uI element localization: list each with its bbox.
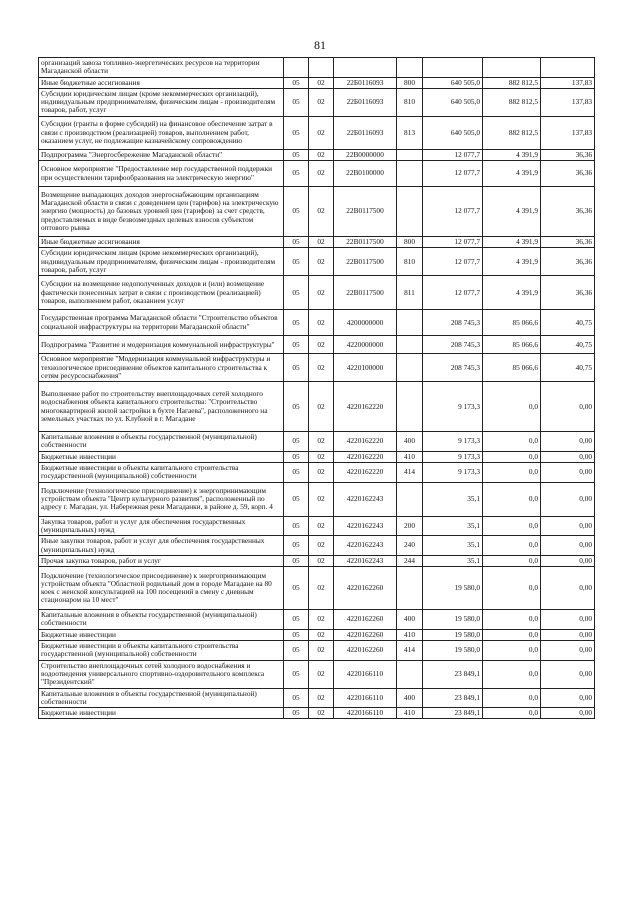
execution-percent: 0,00 (541, 688, 595, 708)
section-code: 05 (284, 629, 309, 640)
executed-amount: 0,0 (483, 482, 541, 516)
approved-amount: 208 745,3 (423, 336, 483, 354)
executed-amount: 4 391,9 (483, 161, 541, 187)
item-name: Подпрограмма "Развитие и модернизация коммунальной инфраструктуры" (39, 336, 284, 354)
subsection-code: 02 (309, 310, 334, 336)
execution-percent: 36,36 (541, 248, 595, 276)
table-row (39, 248, 595, 276)
subsection-code: 02 (309, 708, 334, 719)
section-code: 05 (284, 336, 309, 354)
table-row (39, 555, 595, 566)
execution-percent: 0,00 (541, 382, 595, 432)
subsection-code: 02 (309, 610, 334, 630)
target-article-code: 4220162243 (334, 482, 397, 516)
expense-type-code: 414 (397, 641, 423, 661)
approved-amount: 12 077,7 (423, 276, 483, 310)
expense-type-code (397, 310, 423, 336)
expense-type-code: 410 (397, 629, 423, 640)
execution-percent: 0,00 (541, 708, 595, 719)
table-row (39, 451, 595, 462)
section-code: 05 (284, 77, 309, 88)
target-article-code: 4220162260 (334, 641, 397, 661)
target-article-code: 4220162243 (334, 536, 397, 556)
expense-type-code: 400 (397, 432, 423, 452)
execution-percent: 36,36 (541, 149, 595, 160)
executed-amount: 4 391,9 (483, 187, 541, 237)
subsection-code: 02 (309, 482, 334, 516)
expense-type-code (397, 567, 423, 610)
approved-amount: 9 173,3 (423, 432, 483, 452)
item-name: Субсидии (гранты в форме субсидий) на финансовое обеспечение затрат в связи с производством (реализацией) товаров, выполнением работ, оказанием услуг, не подлежащие казначейскому сопровождению (39, 116, 284, 149)
subsection-code: 02 (309, 660, 334, 688)
table-row (39, 708, 595, 719)
execution-percent: 0,00 (541, 555, 595, 566)
target-article-code: 4220000000 (334, 336, 397, 354)
item-name: Бюджетные инвестиции в объекты капитального строительства государственной (муниципальной) собственности (39, 463, 284, 483)
section-code: 05 (284, 708, 309, 719)
executed-amount: 0,0 (483, 536, 541, 556)
expense-type-code (397, 149, 423, 160)
execution-percent: 137,83 (541, 88, 595, 116)
section-code: 05 (284, 149, 309, 160)
execution-percent: 0,00 (541, 610, 595, 630)
section-code: 05 (284, 463, 309, 483)
execution-percent: 36,36 (541, 237, 595, 248)
approved-amount: 208 745,3 (423, 354, 483, 382)
section-code: 05 (284, 641, 309, 661)
item-name: Бюджетные инвестиции в объекты капитального строительства государственной (муниципальной) собственности (39, 641, 284, 661)
item-name: Подпрограмма "Энергосбережение Магаданской области" (39, 149, 284, 160)
expense-type-code: 810 (397, 88, 423, 116)
table-body (39, 58, 595, 719)
subsection-code: 02 (309, 187, 334, 237)
target-article-code: 4220166110 (334, 660, 397, 688)
executed-amount: 85 066,6 (483, 354, 541, 382)
table-row (39, 641, 595, 661)
target-article-code: 4220162243 (334, 555, 397, 566)
table-row (39, 88, 595, 116)
section-code: 05 (284, 354, 309, 382)
expense-type-code (397, 660, 423, 688)
section-code: 05 (284, 310, 309, 336)
section-code (284, 58, 309, 78)
expense-type-code (397, 382, 423, 432)
table-row (39, 432, 595, 452)
section-code: 05 (284, 660, 309, 688)
execution-percent: 36,36 (541, 187, 595, 237)
executed-amount: 0,0 (483, 708, 541, 719)
approved-amount: 12 077,7 (423, 187, 483, 237)
execution-percent: 40,75 (541, 336, 595, 354)
approved-amount: 12 077,7 (423, 149, 483, 160)
target-article-code: 22В0117500 (334, 237, 397, 248)
target-article-code: 4220162260 (334, 610, 397, 630)
execution-percent: 0,00 (541, 432, 595, 452)
expense-type-code: 813 (397, 116, 423, 149)
item-name: Государственная программа Магаданской области "Строительство объектов социальной инфраструктуры на территории Магаданской области" (39, 310, 284, 336)
execution-percent: 0,00 (541, 451, 595, 462)
subsection-code: 02 (309, 516, 334, 536)
expense-type-code (397, 336, 423, 354)
executed-amount: 0,0 (483, 451, 541, 462)
executed-amount: 85 066,6 (483, 336, 541, 354)
approved-amount: 19 580,0 (423, 567, 483, 610)
item-name: Бюджетные инвестиции (39, 629, 284, 640)
item-name: Подключение (технологическое присоединение) к энергопринимающим устройствам объекта "Областной родильный дом в городе Магадане на 80 коек с женской консультацией на 100 посещений в смену с дневным стационаром на 10 мест" (39, 567, 284, 610)
approved-amount (423, 58, 483, 78)
section-code: 05 (284, 88, 309, 116)
execution-percent (541, 58, 595, 78)
table-row (39, 610, 595, 630)
subsection-code: 02 (309, 432, 334, 452)
executed-amount: 0,0 (483, 516, 541, 536)
section-code: 05 (284, 237, 309, 248)
executed-amount: 0,0 (483, 555, 541, 566)
table-row (39, 58, 595, 78)
subsection-code: 02 (309, 451, 334, 462)
expense-type-code (397, 58, 423, 78)
executed-amount: 882 812,5 (483, 88, 541, 116)
executed-amount (483, 58, 541, 78)
section-code: 05 (284, 432, 309, 452)
execution-percent: 0,00 (541, 629, 595, 640)
table-row (39, 149, 595, 160)
item-name: Выполнение работ по строительству внеплощадочных сетей холодного водоснабжения объекта капитального строительства: "Строительство многоквартирной жилой застройки в бухте Нагаева", расположенного на земельных участках по ул. Клубной в г. Магадане (39, 382, 284, 432)
table-row (39, 310, 595, 336)
target-article-code: 4220100000 (334, 354, 397, 382)
subsection-code: 02 (309, 77, 334, 88)
section-code: 05 (284, 567, 309, 610)
table-row (39, 629, 595, 640)
table-row (39, 161, 595, 187)
table-row (39, 660, 595, 688)
approved-amount: 19 580,0 (423, 629, 483, 640)
expense-type-code (397, 161, 423, 187)
target-article-code: 4220162243 (334, 516, 397, 536)
subsection-code: 02 (309, 161, 334, 187)
target-article-code: 22В0117500 (334, 187, 397, 237)
item-name: Иные закупки товаров, работ и услуг для обеспечения государственных (муниципальных) нужд (39, 536, 284, 556)
item-name: Субсидии юридическим лицам (кроме некоммерческих организаций), индивидуальным предпринимателям, физическим лицам - производителям товаров, работ, услуг (39, 88, 284, 116)
execution-percent: 0,00 (541, 567, 595, 610)
section-code: 05 (284, 187, 309, 237)
subsection-code: 02 (309, 248, 334, 276)
section-code: 05 (284, 516, 309, 536)
subsection-code (309, 58, 334, 78)
target-article-code: 4220162220 (334, 463, 397, 483)
item-name: организаций завоза топливно-энергетических ресурсов на территории Магаданской области (39, 58, 284, 78)
execution-percent: 0,00 (541, 463, 595, 483)
expense-type-code (397, 354, 423, 382)
target-article-code: 22В0000000 (334, 149, 397, 160)
target-article-code: 4220162220 (334, 382, 397, 432)
item-name: Возмещение выпадающих доходов энергоснабжающим организациям Магаданской области в связи с доведением цен (тарифов) на электрическую энергию (мощность) до базовых уровней цен (тарифов) за счет средств, предоставляемых в виде безвозмездных целевых взносов субъектом оптового рынка (39, 187, 284, 237)
section-code: 05 (284, 451, 309, 462)
subsection-code: 02 (309, 237, 334, 248)
approved-amount: 23 849,1 (423, 660, 483, 688)
item-name: Иные бюджетные ассигнования (39, 237, 284, 248)
target-article-code: 4220162220 (334, 432, 397, 452)
section-code: 05 (284, 161, 309, 187)
table-row (39, 187, 595, 237)
expense-type-code: 800 (397, 77, 423, 88)
executed-amount: 0,0 (483, 688, 541, 708)
item-name: Капитальные вложения в объекты государственной (муниципальной) собственности (39, 432, 284, 452)
execution-percent: 0,00 (541, 482, 595, 516)
subsection-code: 02 (309, 382, 334, 432)
subsection-code: 02 (309, 688, 334, 708)
executed-amount: 85 066,6 (483, 310, 541, 336)
executed-amount: 0,0 (483, 660, 541, 688)
table-row (39, 354, 595, 382)
execution-percent: 0,00 (541, 536, 595, 556)
target-article-code: 22Б0116093 (334, 77, 397, 88)
subsection-code: 02 (309, 555, 334, 566)
approved-amount: 9 173,3 (423, 382, 483, 432)
approved-amount: 640 505,0 (423, 88, 483, 116)
expense-type-code: 400 (397, 610, 423, 630)
execution-percent: 40,75 (541, 354, 595, 382)
item-name: Иные бюджетные ассигнования (39, 77, 284, 88)
item-name: Прочая закупка товаров, работ и услуг (39, 555, 284, 566)
execution-percent: 0,00 (541, 516, 595, 536)
target-article-code: 4220166110 (334, 708, 397, 719)
section-code: 05 (284, 482, 309, 516)
section-code: 05 (284, 248, 309, 276)
executed-amount: 4 391,9 (483, 276, 541, 310)
table-row (39, 77, 595, 88)
subsection-code: 02 (309, 463, 334, 483)
approved-amount: 19 580,0 (423, 641, 483, 661)
expense-type-code: 400 (397, 688, 423, 708)
item-name: Закупка товаров, работ и услуг для обеспечения государственных (муниципальных) нужд (39, 516, 284, 536)
item-name: Подключение (технологическое присоединение) к энергопринимающим устройствам объекта "Центр культурного развития", расположенный по адресу г. Магадан, ул. Набережная реки Магаданки, в районе д. 59, корп. 4 (39, 482, 284, 516)
section-code: 05 (284, 536, 309, 556)
table-row (39, 516, 595, 536)
execution-percent: 0,00 (541, 641, 595, 661)
subsection-code: 02 (309, 116, 334, 149)
subsection-code: 02 (309, 149, 334, 160)
executed-amount: 882 812,5 (483, 77, 541, 88)
page-number: 81 (314, 38, 326, 52)
executed-amount: 0,0 (483, 567, 541, 610)
executed-amount: 4 391,9 (483, 149, 541, 160)
execution-percent: 40,75 (541, 310, 595, 336)
executed-amount: 4 391,9 (483, 237, 541, 248)
target-article-code (334, 58, 397, 78)
executed-amount: 0,0 (483, 641, 541, 661)
subsection-code: 02 (309, 336, 334, 354)
subsection-code: 02 (309, 567, 334, 610)
target-article-code: 22Б0116093 (334, 88, 397, 116)
approved-amount: 12 077,7 (423, 237, 483, 248)
table-row (39, 336, 595, 354)
expense-type-code: 410 (397, 708, 423, 719)
table-row (39, 116, 595, 149)
section-code: 05 (284, 610, 309, 630)
item-name: Строительство внеплощадочных сетей холодного водоснабжения и водоотведения универсального спортивно-оздоровительного комплекса "Президентский" (39, 660, 284, 688)
approved-amount: 9 173,3 (423, 463, 483, 483)
subsection-code: 02 (309, 629, 334, 640)
section-code: 05 (284, 382, 309, 432)
approved-amount: 12 077,7 (423, 161, 483, 187)
approved-amount: 35,1 (423, 482, 483, 516)
item-name: Капитальные вложения в объекты государственной (муниципальной) собственности (39, 688, 284, 708)
table-row (39, 463, 595, 483)
expense-type-code: 800 (397, 237, 423, 248)
subsection-code: 02 (309, 276, 334, 310)
expense-type-code: 244 (397, 555, 423, 566)
target-article-code: 22В0100000 (334, 161, 397, 187)
expense-type-code (397, 187, 423, 237)
table-row (39, 382, 595, 432)
target-article-code: 4220162260 (334, 567, 397, 610)
executed-amount: 0,0 (483, 610, 541, 630)
item-name: Основное мероприятие "Модернизация коммунальной инфраструктуры и технологическое присоединение объектов капитального строительства к сетям ресурсоснабжения" (39, 354, 284, 382)
target-article-code: 4220162220 (334, 451, 397, 462)
approved-amount: 208 745,3 (423, 310, 483, 336)
item-name: Капитальные вложения в объекты государственной (муниципальной) собственности (39, 610, 284, 630)
target-article-code: 22В0117500 (334, 248, 397, 276)
executed-amount: 4 391,9 (483, 248, 541, 276)
table-row (39, 688, 595, 708)
subsection-code: 02 (309, 641, 334, 661)
execution-percent: 0,00 (541, 660, 595, 688)
executed-amount: 0,0 (483, 629, 541, 640)
target-article-code: 22Б0116093 (334, 116, 397, 149)
budget-table (38, 57, 595, 719)
target-article-code: 4200000000 (334, 310, 397, 336)
approved-amount: 9 173,3 (423, 451, 483, 462)
subsection-code: 02 (309, 88, 334, 116)
subsection-code: 02 (309, 536, 334, 556)
table-row (39, 237, 595, 248)
approved-amount: 640 505,0 (423, 77, 483, 88)
approved-amount: 35,1 (423, 555, 483, 566)
expense-type-code: 410 (397, 451, 423, 462)
expense-type-code: 200 (397, 516, 423, 536)
table-row (39, 276, 595, 310)
target-article-code: 22В0117500 (334, 276, 397, 310)
approved-amount: 35,1 (423, 536, 483, 556)
execution-percent: 36,36 (541, 276, 595, 310)
approved-amount: 23 849,1 (423, 708, 483, 719)
item-name: Бюджетные инвестиции (39, 708, 284, 719)
item-name: Субсидии юридическим лицам (кроме некоммерческих организаций), индивидуальным предпринимателям, физическим лицам - производителям товаров, работ, услуг (39, 248, 284, 276)
item-name: Основное мероприятие "Предоставление мер государственной поддержки при осуществлении тарифообразования на электрическую энергию" (39, 161, 284, 187)
target-article-code: 4220162260 (334, 629, 397, 640)
section-code: 05 (284, 555, 309, 566)
execution-percent: 137,83 (541, 116, 595, 149)
table-row (39, 567, 595, 610)
approved-amount: 35,1 (423, 516, 483, 536)
expense-type-code: 414 (397, 463, 423, 483)
item-name: Бюджетные инвестиции (39, 451, 284, 462)
section-code: 05 (284, 276, 309, 310)
table-row (39, 482, 595, 516)
executed-amount: 0,0 (483, 382, 541, 432)
approved-amount: 19 580,0 (423, 610, 483, 630)
approved-amount: 640 505,0 (423, 116, 483, 149)
subsection-code: 02 (309, 354, 334, 382)
execution-percent: 137,83 (541, 77, 595, 88)
executed-amount: 882 812,5 (483, 116, 541, 149)
executed-amount: 0,0 (483, 432, 541, 452)
approved-amount: 12 077,7 (423, 248, 483, 276)
target-article-code: 4220166110 (334, 688, 397, 708)
expense-type-code: 811 (397, 276, 423, 310)
approved-amount: 23 849,1 (423, 688, 483, 708)
section-code: 05 (284, 688, 309, 708)
executed-amount: 0,0 (483, 463, 541, 483)
execution-percent: 36,36 (541, 161, 595, 187)
item-name: Субсидии на возмещение недополученных доходов и (или) возмещение фактически понесенных затрат в связи с производством (реализацией) товаров, выполнением работ, оказанием услуг (39, 276, 284, 310)
table-row (39, 536, 595, 556)
expense-type-code: 240 (397, 536, 423, 556)
section-code: 05 (284, 116, 309, 149)
expense-type-code (397, 482, 423, 516)
expense-type-code: 810 (397, 248, 423, 276)
